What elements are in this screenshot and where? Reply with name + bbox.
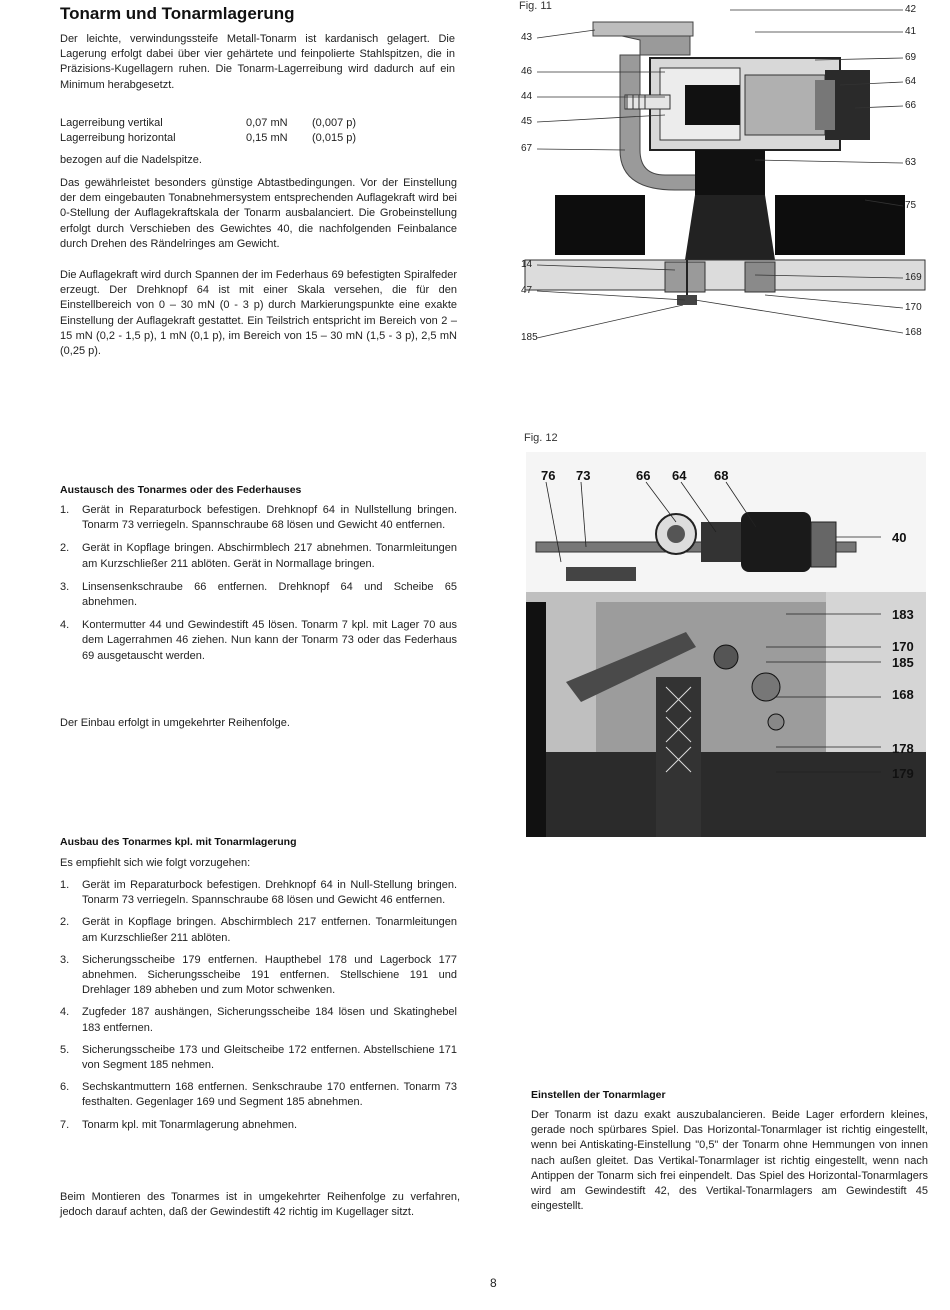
fig12-callout: 68 — [714, 468, 729, 483]
fig11-callout: 45 — [521, 116, 533, 127]
list-item: 1. Gerät in Reparaturbock befestigen. Drehknopf 64 in Nullstellung bringen. Tonarm 73 verriegeln. Spannschraube 68 lösen und Gewicht 40 entfernen. — [60, 504, 457, 532]
list-item: 6. Sechskantmuttern 168 entfernen. Senkschraube 170 entfernen. Tonarm 73 festhalten. Gegenlager 169 und Segment 185 abnehmen. — [60, 1081, 457, 1109]
fig11-callout: 63 — [905, 157, 917, 168]
fig12-callout: 185 — [892, 655, 914, 670]
friction-horizontal-value: 0,15 mN — [246, 132, 288, 144]
fig12-callout: 40 — [892, 530, 907, 545]
removal-footer: Beim Montieren des Tonarmes ist in umgekehrter Reihenfolge zu verfahren, jedoch darauf achten, daß der Gewindestift 42 richtig im Kugellager sitzt. — [60, 1191, 460, 1219]
fig12-callout: 183 — [892, 607, 914, 622]
friction-table — [60, 116, 455, 148]
fig11-callout: 47 — [521, 285, 533, 296]
list-item: 4. Kontermutter 44 und Gewindestift 45 lösen. Tonarm 7 kpl. mit Lager 70 aus dem Lagerrahmen 46 ziehen. Nun kann der Tonarm 73 oder das Federhaus 69 ausgetauscht werden. — [60, 619, 457, 662]
list-item: 2. Gerät in Kopflage bringen. Abschirmblech 217 entfernen. Tonarmleitungen am Kurzschließer 211 ablöten. — [60, 916, 457, 944]
list-item: 4. Zugfeder 187 aushängen, Sicherungsscheibe 184 lösen und Skatinghebel 183 entfernen. — [60, 1006, 457, 1034]
section-adjust-heading: Einstellen der Tonarmlager — [531, 1089, 666, 1101]
fig12-callout: 64 — [672, 468, 687, 483]
list-item: 5. Sicherungsscheibe 173 und Gleitscheibe 172 entfernen. Abstellschiene 171 von Segment 185 nehmen. — [60, 1043, 457, 1072]
page-number: 8 — [490, 1276, 497, 1290]
adjust-paragraph: Der Tonarm ist dazu exakt auszubalancieren. Beide Lager erfordern kleines, gerade noch spürbares Spiel. Das Horizontal-Tonarmlager ist richtig eingestellt, wenn bei Antiskating-Einstellung "0,5" der Tonarm ohne Hemmungen von innen nach außen gleitet. Das Vertikal-Tonarmlager ist richtig eingestellt, wenn nach Antippen der Tonarm sich frei einpendelt. Das Spiel des Horizontal-Tonarmlagers wird am Gewindestift 42, des Vertikal-Tonarmlagers am Gewindestift 45 eingestellt. — [531, 1109, 928, 1213]
fig11-callout: 42 — [905, 4, 917, 15]
fig11-callout: 75 — [905, 200, 917, 211]
fig11-callout: 170 — [905, 302, 922, 313]
fig11-callout: 66 — [905, 100, 917, 111]
fig12-callout: 179 — [892, 766, 914, 781]
fig11-callout: 43 — [521, 32, 533, 43]
fig12-callout: 73 — [576, 468, 591, 483]
list-item: 3. Sicherungsscheibe 179 entfernen. Haupthebel 178 und Lagerbock 177 abnehmen. Sicherungsscheibe 191 entfernen. Stellschiene 191 und Drehlager 189 abheben und zum Motor schwenken. — [60, 953, 457, 997]
fig12-callout: 66 — [636, 468, 651, 483]
fig11-callout: 41 — [905, 26, 917, 37]
fig12-callout: 76 — [541, 468, 556, 483]
fig11-label: Fig. 11 — [519, 0, 552, 12]
fig11-callout: 44 — [521, 91, 533, 102]
fig11-callout: 185 — [521, 332, 538, 343]
fig12-callout: 170 — [892, 639, 914, 654]
fig12-label: Fig. 12 — [524, 432, 558, 444]
description-paragraph-2: Die Auflagekraft wird durch Spannen der im Federhaus 69 befestigten Spiralfeder erzeugt. Der Drehknopf 64 ist mit einer Skala versehen, die für den Einstellbereich von 0 – 30 mN (0 - 3 p) durch Markierungspunkte eine exakte Einstellung der Auflagekraft gestattet. Ein Teilstrich entspricht im Bereich von 2 – 15 mN (0,2 - 1,5 p), 1 mN (0,1 p), im Bereich von 15 – 30 mN (1,5 - 3 p), 2,5 mN (0,25 p). — [60, 269, 457, 358]
section-exchange-heading: Austausch des Tonarmes oder des Federhauses — [60, 484, 302, 496]
removal-steps — [60, 878, 457, 1140]
exchange-steps — [60, 503, 457, 672]
friction-reference: bezogen auf die Nadelspitze. — [60, 154, 202, 166]
fig12-tonearm-photo — [526, 452, 926, 837]
list-item: 1. Gerät im Reparaturbock befestigen. Drehknopf 64 in Null-Stellung bringen. Tonarm 73 verriegeln. Spannschraube 68 lösen und Gewicht 46 entfernen. — [60, 879, 457, 907]
fig11-callout: 168 — [905, 327, 922, 338]
fig11-callout: 67 — [521, 143, 533, 154]
fig12-callout: 168 — [892, 687, 914, 702]
removal-intro: Es empfiehlt sich wie folgt vorzugehen: — [60, 857, 251, 869]
friction-horizontal-alt: (0,015 p) — [312, 132, 357, 144]
page-title: Tonarm und Tonarmlagerung — [60, 4, 295, 23]
friction-vertical-label: Lagerreibung vertikal — [60, 117, 163, 129]
fig11-callout: 46 — [521, 66, 533, 77]
list-item: 7. Tonarm kpl. mit Tonarmlagerung abnehmen. — [60, 1118, 298, 1131]
fig11-callout: 14 — [521, 259, 533, 270]
friction-horizontal-label: Lagerreibung horizontal — [60, 132, 176, 144]
fig11-callout: 169 — [905, 272, 922, 283]
list-item: 2. Gerät in Kopflage bringen. Abschirmblech 217 abnehmen. Tonarmleitungen am Kurzschließer 211 ablöten. Gerät in Normallage bringen. — [60, 542, 457, 570]
friction-vertical-value: 0,07 mN — [246, 117, 288, 129]
fig11-callout: 69 — [905, 52, 917, 63]
description-paragraph-1: Das gewährleistet besonders günstige Abtastbedingungen. Vor der Einstellung der dem eingebauten Tonabnehmersystem entsprechenden Auflagekraft wird bei 0-Stellung der Auflagekraftskala der Tonarm ausbalanciert. Die Grobeinstellung erfolgt durch Verschieben des Gewichtes 40, die nachfolgenden Feinbalance durch Drehen des Rändelringes am Gewicht. — [60, 177, 457, 250]
section-removal-heading: Ausbau des Tonarmes kpl. mit Tonarmlagerung — [60, 836, 297, 848]
exchange-footer: Der Einbau erfolgt in umgekehrter Reihenfolge. — [60, 717, 290, 729]
fig12-callout: 178 — [892, 741, 914, 756]
friction-vertical-alt: (0,007 p) — [312, 117, 357, 129]
intro-paragraph: Der leichte, verwindungssteife Metall-Tonarm ist kardanisch gelagert. Die Lagerung erfolgt dabei über vier gehärtete und feinpolierte Stahlspitzen, die in Präzisions-Kugellagern ruhen. Die Tonarm-Lagerreibung wird dadurch auf ein Minimum herabgesetzt. — [60, 33, 455, 91]
fig11-tonearm-bearing-diagram — [515, 0, 935, 350]
list-item: 3. Linsensenkschraube 66 entfernen. Drehknopf 64 und Scheibe 65 abnehmen. — [60, 580, 457, 609]
fig11-callout: 64 — [905, 76, 917, 87]
